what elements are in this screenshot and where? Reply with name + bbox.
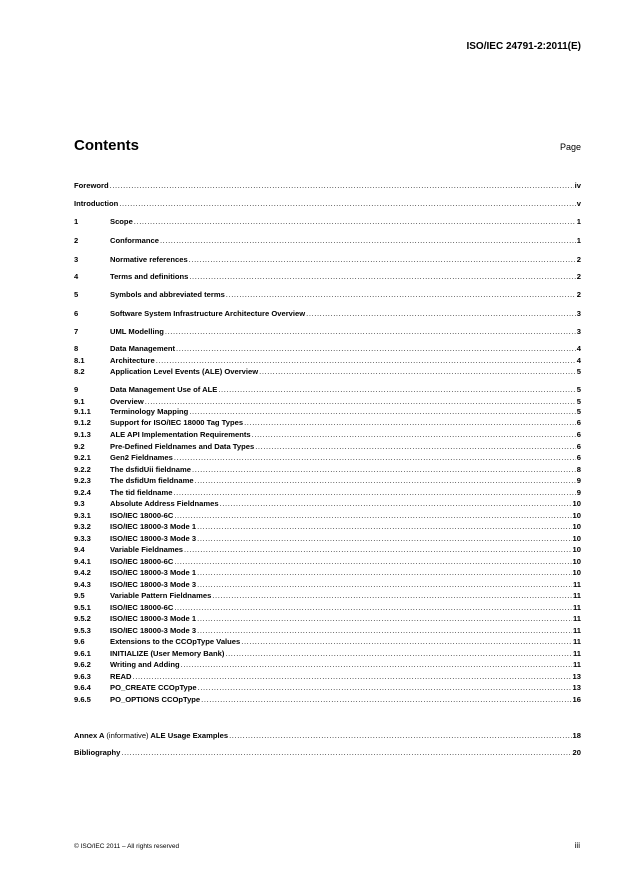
- toc-entry-number: 9.4.3: [74, 580, 91, 589]
- toc-entry-title: Conformance: [110, 236, 159, 245]
- toc-entry-title: Foreword: [74, 181, 109, 190]
- toc-entry-number: 8: [74, 344, 79, 353]
- toc-entry-page: 5: [576, 385, 581, 394]
- toc-entry-title: The dsfidUm fieldname: [110, 476, 194, 485]
- toc-dot-leader: [173, 488, 575, 498]
- toc-entry-page: 10: [572, 522, 581, 531]
- toc-dot-leader: [198, 683, 572, 693]
- toc-entry-number: 9.1: [74, 397, 85, 406]
- toc-entry-number: 2: [74, 236, 79, 245]
- toc-entry-number: 9.6.1: [74, 649, 91, 658]
- toc-entry-title: ISO/IEC 18000-3 Mode 3: [110, 580, 197, 589]
- toc-entry-number: 9.6.5: [74, 695, 91, 704]
- toc-dot-leader: [197, 626, 572, 636]
- toc-entry[interactable]: [74, 272, 581, 282]
- toc-entry[interactable]: [74, 407, 581, 417]
- toc-entry-page: 2: [576, 272, 581, 281]
- toc-entry-page: 11: [572, 580, 581, 589]
- toc-entry-number: 9.6: [74, 637, 85, 646]
- toc-entry-number: 9.3.1: [74, 511, 91, 520]
- toc-entry[interactable]: [74, 453, 581, 463]
- toc-dot-leader: [176, 344, 576, 354]
- toc-entry[interactable]: [74, 511, 581, 521]
- toc-entry-page: v: [576, 199, 581, 208]
- toc-entry-page: 10: [572, 568, 581, 577]
- toc-entry-number: 9.6.2: [74, 660, 91, 669]
- toc-entry[interactable]: [74, 603, 581, 613]
- toc-entry-title: Application Level Events (ALE) Overview: [110, 367, 259, 376]
- toc-entry-page: 11: [572, 626, 581, 635]
- toc-entry-page: 5: [576, 397, 581, 406]
- toc-entry-number: 9.2.1: [74, 453, 91, 462]
- page-number-footer: iii: [574, 841, 580, 850]
- toc-entry[interactable]: [74, 660, 581, 670]
- toc-entry[interactable]: [74, 695, 581, 705]
- toc-dot-leader: [197, 568, 571, 578]
- toc-entry-number: 9.5.1: [74, 603, 91, 612]
- toc-entry[interactable]: [74, 385, 581, 395]
- toc-dot-leader: [226, 290, 576, 300]
- toc-dot-leader: [195, 476, 576, 486]
- toc-entry-page: 10: [572, 534, 581, 543]
- toc-dot-leader: [174, 603, 572, 613]
- toc-entry-title: Bibliography: [74, 748, 121, 757]
- toc-dot-leader: [252, 430, 576, 440]
- toc-entry-page: 11: [572, 603, 581, 612]
- document-id-header: ISO/IEC 24791-2:2011(E): [466, 41, 581, 52]
- toc-entry-number: 9.5.3: [74, 626, 91, 635]
- toc-entry[interactable]: [74, 672, 581, 682]
- toc-entry[interactable]: [74, 290, 581, 300]
- toc-entry-page: 11: [572, 637, 581, 646]
- toc-dot-leader: [306, 309, 576, 319]
- toc-entry-page: 20: [572, 748, 581, 757]
- toc-entry-title: ISO/IEC 18000-3 Mode 1: [110, 568, 197, 577]
- toc-entry-number: 9.2: [74, 442, 85, 451]
- toc-dot-leader: [174, 511, 571, 521]
- toc-entry[interactable]: [74, 568, 581, 578]
- toc-dot-leader: [212, 591, 572, 601]
- toc-entry-number: 8.1: [74, 356, 85, 365]
- toc-entry-page: 10: [572, 511, 581, 520]
- toc-entry[interactable]: [74, 344, 581, 354]
- toc-dot-leader: [197, 522, 571, 532]
- toc-entry-page: 4: [576, 356, 581, 365]
- toc-entry[interactable]: [74, 418, 581, 428]
- toc-entry-title: PO_CREATE CCOpType: [110, 683, 197, 692]
- toc-entry-title-main: Annex A: [74, 731, 105, 740]
- toc-entry-title: The tid fieldname: [110, 488, 173, 497]
- toc-entry-page: iv: [574, 181, 581, 190]
- copyright-footer: © ISO/IEC 2011 – All rights reserved: [74, 843, 180, 850]
- toc-entry[interactable]: [74, 534, 581, 544]
- toc-entry[interactable]: [74, 522, 581, 532]
- toc-entry-title: Data Management Use of ALE: [110, 385, 218, 394]
- toc-entry-page: 10: [572, 545, 581, 554]
- toc-entry-page: 13: [572, 683, 581, 692]
- toc-entry-number: 9.1.1: [74, 407, 91, 416]
- toc-entry-page: 11: [572, 591, 581, 600]
- toc-entry-number: 9.4.2: [74, 568, 91, 577]
- toc-entry-title: Scope: [110, 217, 133, 226]
- toc-entry-title: Support for ISO/IEC 18000 Tag Types: [110, 418, 244, 427]
- toc-dot-leader: [174, 453, 576, 463]
- toc-dot-leader: [201, 695, 571, 705]
- toc-entry-page: 9: [576, 488, 581, 497]
- toc-dot-leader: [218, 385, 575, 395]
- contents-title: Contents: [74, 137, 139, 154]
- toc-entry-page: 3: [576, 327, 581, 336]
- toc-entry-page: 10: [572, 499, 581, 508]
- toc-entry-page: 2: [576, 290, 581, 299]
- toc-entry-page: 1: [576, 217, 581, 226]
- toc-entry[interactable]: [74, 430, 581, 440]
- toc-dot-leader: [121, 748, 571, 758]
- toc-entry-number: 9.3.2: [74, 522, 91, 531]
- toc-entry-title: ISO/IEC 18000-6C: [110, 557, 174, 566]
- toc-entry[interactable]: [74, 356, 581, 366]
- toc-entry-page: 11: [572, 649, 581, 658]
- toc-dot-leader: [184, 545, 572, 555]
- toc-entry[interactable]: [74, 367, 581, 377]
- toc-entry-number: 5: [74, 290, 79, 299]
- toc-entry-title: READ: [110, 672, 132, 681]
- toc-entry-page: 2: [576, 255, 581, 264]
- toc-entry-title: Overview: [110, 397, 144, 406]
- toc-entry-page: 5: [576, 367, 581, 376]
- toc-entry-title: Architecture: [110, 356, 155, 365]
- toc-dot-leader: [259, 367, 576, 377]
- toc-entry-number: 9.2.3: [74, 476, 91, 485]
- toc-entry-page: 18: [572, 731, 581, 740]
- toc-entry[interactable]: [74, 614, 581, 624]
- toc-entry-title: ISO/IEC 18000-3 Mode 1: [110, 522, 197, 531]
- toc-entry-number: 9.3.3: [74, 534, 91, 543]
- toc-dot-leader: [244, 418, 576, 428]
- toc-entry[interactable]: [74, 748, 581, 758]
- toc-entry-number: 8.2: [74, 367, 85, 376]
- toc-entry[interactable]: [74, 236, 581, 246]
- toc-entry[interactable]: [74, 545, 581, 555]
- toc-entry[interactable]: [74, 397, 581, 407]
- toc-dot-leader: [197, 614, 572, 624]
- toc-entry-title: UML Modelling: [110, 327, 164, 336]
- toc-entry[interactable]: [74, 683, 581, 693]
- toc-entry-page: 5: [576, 407, 581, 416]
- toc-entry[interactable]: [74, 557, 581, 567]
- toc-dot-leader: [145, 397, 576, 407]
- toc-dot-leader: [156, 356, 576, 366]
- toc-entry[interactable]: [74, 637, 581, 647]
- toc-dot-leader: [192, 465, 576, 475]
- toc-dot-leader: [197, 534, 571, 544]
- toc-entry[interactable]: [74, 626, 581, 636]
- toc-entry-title: Data Management: [110, 344, 175, 353]
- toc-entry-title: ISO/IEC 18000-6C: [110, 511, 174, 520]
- toc-dot-leader: [189, 407, 575, 417]
- toc-entry[interactable]: [74, 731, 581, 741]
- toc-dot-leader: [225, 649, 572, 659]
- toc-entry[interactable]: [74, 499, 581, 509]
- toc-entry-title: Normative references: [110, 255, 188, 264]
- toc-entry-number: 9.3: [74, 499, 85, 508]
- toc-entry-number: 9.5.2: [74, 614, 91, 623]
- toc-entry-title: ISO/IEC 18000-3 Mode 1: [110, 614, 197, 623]
- toc-entry-page: 10: [572, 557, 581, 566]
- toc-entry-page: 3: [576, 309, 581, 318]
- toc-entry-number: 9.2.2: [74, 465, 91, 474]
- toc-entry-title: ALE API Implementation Requirements: [110, 430, 251, 439]
- toc-entry-title-note: (informative): [106, 731, 149, 740]
- toc-dot-leader: [229, 731, 571, 741]
- toc-entry-title: Pre-Defined Fieldnames and Data Types: [110, 442, 255, 451]
- toc-entry[interactable]: [74, 591, 581, 601]
- toc-dot-leader: [160, 236, 576, 246]
- toc-entry-title: Writing and Adding: [110, 660, 180, 669]
- toc-entry-title: ISO/IEC 18000-3 Mode 3: [110, 534, 197, 543]
- toc-entry-title: ISO/IEC 18000-6C: [110, 603, 174, 612]
- toc-entry[interactable]: [74, 327, 581, 337]
- toc-entry[interactable]: [74, 217, 581, 227]
- toc-dot-leader: [110, 181, 574, 191]
- toc-dot-leader: [220, 499, 572, 509]
- toc-dot-leader: [119, 199, 575, 209]
- toc-dot-leader: [189, 255, 576, 265]
- toc-entry-title: Introduction: [74, 199, 119, 208]
- toc-entry-page: 9: [576, 476, 581, 485]
- toc-entry-number: 9.4.1: [74, 557, 91, 566]
- toc-entry[interactable]: [74, 465, 581, 475]
- toc-entry-number: 3: [74, 255, 79, 264]
- toc-entry-page: 4: [576, 344, 581, 353]
- toc-entry[interactable]: [74, 442, 581, 452]
- toc-entry-title: Gen2 Fieldnames: [110, 453, 173, 462]
- toc-entry-number: 9.5: [74, 591, 85, 600]
- toc-entry-page: 11: [572, 660, 581, 669]
- toc-entry-page: 6: [576, 453, 581, 462]
- toc-entry-title-rest: ALE Usage Examples: [150, 731, 229, 740]
- toc-entry-number: 4: [74, 272, 79, 281]
- toc-entry-title: Variable Pattern Fieldnames: [110, 591, 212, 600]
- toc-dot-leader: [165, 327, 576, 337]
- toc-entry[interactable]: [74, 181, 581, 191]
- toc-dot-leader: [181, 660, 572, 670]
- toc-entry-page: 13: [572, 672, 581, 681]
- toc-entry-number: 9.6.4: [74, 683, 91, 692]
- toc-entry-page: 6: [576, 418, 581, 427]
- toc-dot-leader: [197, 580, 572, 590]
- toc-entry-number: 7: [74, 327, 79, 336]
- toc-dot-leader: [174, 557, 571, 567]
- toc-entry[interactable]: [74, 199, 581, 209]
- toc-entry-number: 9.4: [74, 545, 85, 554]
- toc-entry-page: 6: [576, 442, 581, 451]
- toc-entry-title: Variable Fieldnames: [110, 545, 184, 554]
- toc-dot-leader: [255, 442, 576, 452]
- page-column-label: Page: [559, 142, 581, 152]
- toc-entry[interactable]: [74, 309, 581, 319]
- toc-entry-title: Absolute Address Fieldnames: [110, 499, 219, 508]
- toc-entry-title: INITIALIZE (User Memory Bank): [110, 649, 225, 658]
- toc-entry[interactable]: [74, 649, 581, 659]
- toc-entry-title: Terms and definitions: [110, 272, 189, 281]
- toc-entry-title: Symbols and abbreviated terms: [110, 290, 225, 299]
- toc-entry-number: 1: [74, 217, 79, 226]
- toc-entry-number: 6: [74, 309, 79, 318]
- toc-entry-title: The dsfidUii fieldname: [110, 465, 192, 474]
- toc-entry[interactable]: [74, 580, 581, 590]
- toc-entry-number: 9.1.2: [74, 418, 91, 427]
- toc-entry-page: 6: [576, 430, 581, 439]
- toc-entry-number: 9.1.3: [74, 430, 91, 439]
- toc-entry-title: [74, 731, 228, 741]
- toc-entry-number: 9: [74, 385, 79, 394]
- toc-entry-title: Extensions to the CCOpType Values: [110, 637, 241, 646]
- toc-entry-number: 9.2.4: [74, 488, 91, 497]
- toc-dot-leader: [134, 217, 576, 227]
- toc-entry-page: 8: [576, 465, 581, 474]
- toc-entry-number: 9.6.3: [74, 672, 91, 681]
- toc-entry[interactable]: [74, 255, 581, 265]
- toc-entry-title: Terminology Mapping: [110, 407, 189, 416]
- toc-entry-page: 1: [576, 236, 581, 245]
- toc-entry[interactable]: [74, 476, 581, 486]
- toc-entry-title: Software System Infrastructure Architecture Overview: [110, 309, 306, 318]
- toc-entry-title: PO_OPTIONS CCOpType: [110, 695, 201, 704]
- toc-entry-page: 11: [572, 614, 581, 623]
- toc-dot-leader: [241, 637, 572, 647]
- toc-entry[interactable]: [74, 488, 581, 498]
- toc-entry-page: 16: [572, 695, 581, 704]
- toc-entry-title: ISO/IEC 18000-3 Mode 3: [110, 626, 197, 635]
- toc-dot-leader: [189, 272, 575, 282]
- toc-dot-leader: [133, 672, 572, 682]
